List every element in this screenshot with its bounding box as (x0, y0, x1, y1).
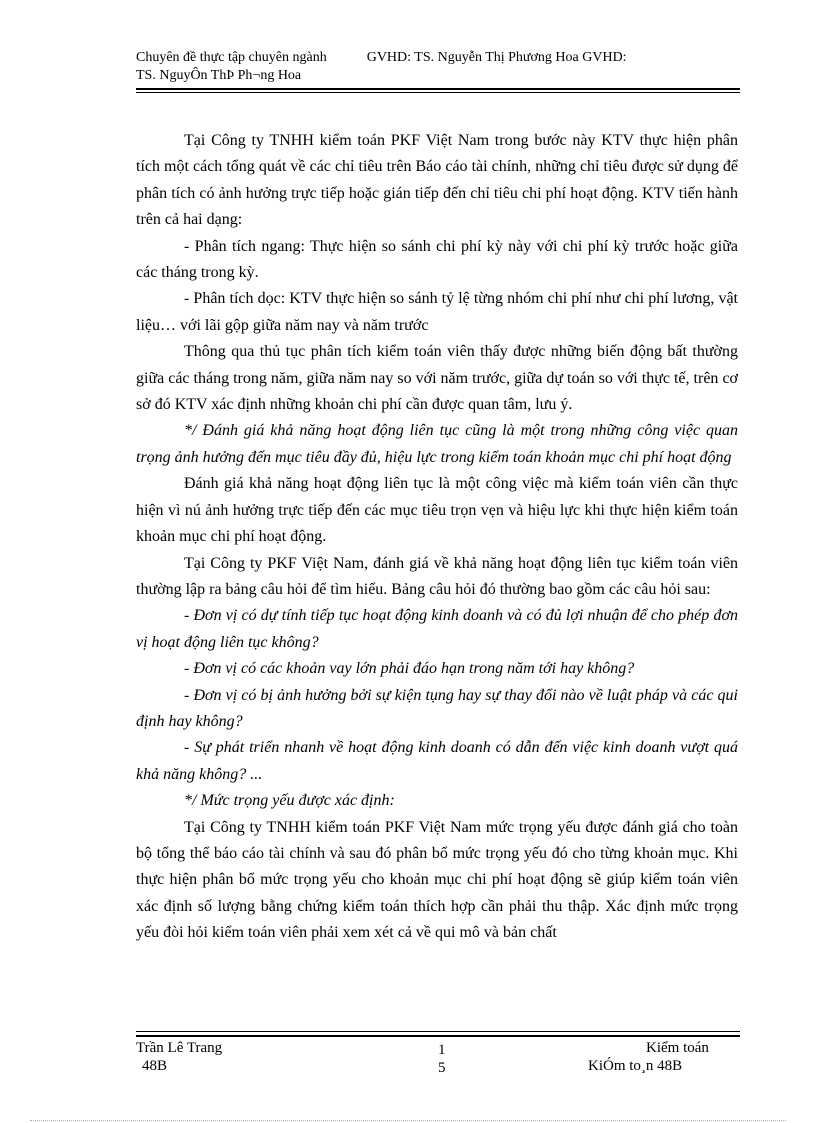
question-item: - Đơn vị có các khoản vay lớn phải đáo hạn trong năm tới hay không? (184, 660, 635, 678)
paragraph: Tại Công ty TNHH kiểm toán PKF Việt Nam mức trọng yếu được đánh giá cho toàn bộ tổng thể báo cáo tài chính và sau đó phân bổ mức trọng yếu đó cho từng khoản mục. Khi thực hiện phân bổ mức trọng yếu cho khoản mục chi phí hoạt động sẽ giúp kiểm toán viên xác định số lượng bằng chứng kiểm toán thích hợp cần phải thu thập. Xác định mức trọng yếu đòi hỏi kiểm toán viên phải xem xét cả về qui mô và bản chất (136, 818, 738, 942)
paragraph: Thông qua thủ tục phân tích kiểm toán viên thấy được những biến động bất thường giữa các tháng trong năm, giữa năm nay so với năm trước, giữa dự toán so với thực tế, trên cơ sở đó KTV xác định những khoản chi phí cần được quan tâm, lưu ý. (136, 343, 738, 414)
question-item: - Đơn vị có bị ảnh hưởng bởi sự kiện tụng hay sự thay đổi nào về luật pháp và các qui định hay không? (136, 686, 738, 730)
paragraph: Đánh giá khả năng hoạt động liên tục là một công việc mà kiểm toán viên cần thực hiện vì nú ảnh hưởng trực tiếp đến các mục tiêu trọn vẹn và hiệu lực khi thực hiện kiểm toán khoản mục chi phí hoạt động. (136, 475, 738, 546)
section-heading: */ Đánh giá khả năng hoạt động liên tục cũng là một trong những công việc quan trọng ảnh hưởng đến mục tiêu đầy đủ, hiệu lực trong kiểm toán khoản mục chi phí hoạt động (136, 422, 738, 466)
footer-page-number: 1 (438, 1042, 446, 1058)
header-rule-thick (136, 88, 740, 90)
paragraph: - Phân tích ngang: Thực hiện so sánh chi phí kỳ này với chi phí kỳ trước hoặc giữa các tháng trong kỳ. (136, 237, 738, 282)
paragraph: Tại Công ty PKF Việt Nam, đánh giá về khả năng hoạt động liên tục kiểm toán viên thường lập ra bảng câu hỏi để tìm hiểu. Bảng câu hỏi đó thường bao gồm các câu hỏi sau: (136, 554, 738, 598)
question-item: - Đơn vị có dự tính tiếp tục hoạt động kinh doanh và có đủ lợi nhuận để cho phép đơn vị hoạt động liên tục không? (136, 607, 738, 651)
document-body (136, 128, 738, 947)
header-rule-thin (136, 92, 740, 93)
footer-department-legacy: KiÓm to¸n 48B (588, 1058, 683, 1074)
footer-rule-thick (136, 1035, 740, 1037)
header-supervisor-legacy: TS. NguyÔn ThÞ Ph¬ng Hoa (136, 68, 302, 83)
section-heading: */ Mức trọng yếu được xác định: (184, 792, 395, 810)
header-topic: Chuyên đề thực tập chuyên ngành (136, 50, 327, 65)
paragraph: - Phân tích dọc: KTV thực hiện so sánh tỷ lệ từng nhóm chi phí như chi phí lương, vật liệu… với lãi gộp giữa năm nay và năm trước (136, 290, 738, 334)
footer-page-number-continued: 5 (438, 1060, 446, 1076)
page-edge-dotted-line (30, 1120, 786, 1121)
footer-class: 48B (142, 1058, 168, 1074)
header-supervisor: GVHD: TS. Nguyễn Thị Phương Hoa GVHD: (366, 50, 627, 65)
footer-department: Kiểm toán (646, 1040, 709, 1056)
question-item: - Sự phát triển nhanh về hoạt động kinh doanh có dẫn đến việc kinh doanh vượt quá khả năng không? ... (136, 739, 738, 783)
paragraph: Tại Công ty TNHH kiểm toán PKF Việt Nam trong bước này KTV thực hiện phân tích một cách tổng quát về các chỉ tiêu trên Báo cáo tài chính, những chỉ tiêu được sử dụng để phân tích có ảnh hưởng trực tiếp hoặc gián tiếp đến chỉ tiêu chi phí hoạt động. KTV tiến hành trên cả hai dạng: (136, 132, 738, 229)
footer-author: Trần Lê Trang (136, 1040, 223, 1056)
footer-rule-thin (136, 1031, 740, 1032)
